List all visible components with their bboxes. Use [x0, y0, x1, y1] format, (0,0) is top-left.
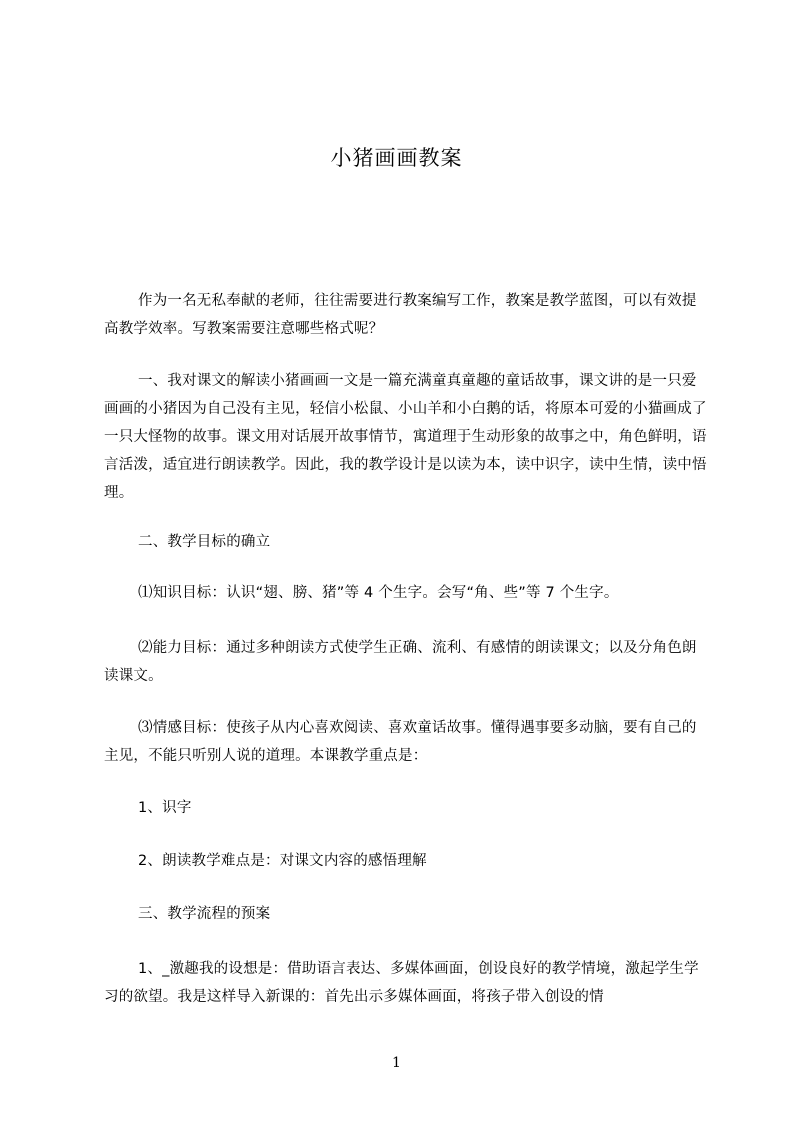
heading-section-3: 三、教学流程的预案: [138, 906, 271, 922]
paragraph-emotion-goal: ⑶情感目标：使孩子从内心喜欢阅读、喜欢童话故事。懂得遇事要多动脑，要有自己的主见，不能只听别人说的道理。本课教学重点是：: [104, 720, 697, 764]
paragraph-ability-goal: ⑵能力目标：通过多种朗读方式使学生正确、流利、有感情的朗读课文；以及分角色朗读课文。: [104, 640, 697, 684]
paragraph-knowledge-goal: ⑴知识目标：认识“翅、膀、猪”等 4 个生字。会写“角、些”等 7 个生字。: [138, 585, 619, 601]
page-number: 1: [392, 1055, 401, 1071]
document-title: 小猪画画教案: [330, 146, 463, 170]
paragraph-section-1: 一、我对课文的解读小猪画画一文是一篇充满童真童趣的童话故事，课文讲的是一只爱画画的小猪因为自己没有主见，轻信小松鼠、小山羊和小白鹅的话，将原本可爱的小猫画成了一只大怪物的故事。课文用对话展开故事情节，寓道理于生动形象的故事之中，角色鲜明，语言活泼，适宜进行朗读教学。因此，我的教学设计是以读为本，读中识字，读中生情，读中悟理。: [104, 373, 707, 501]
heading-section-2: 二、教学目标的确立: [138, 534, 271, 550]
paragraph-difficulty: 2、朗读教学难点是：对课文内容的感悟理解: [138, 853, 427, 869]
paragraph-flow-1: 1、_激趣我的设想是：借助语言表达、多媒体画面，创设良好的教学情境，激起学生学习的欲望。我是这样导入新课的：首先出示多媒体画面，将孩子带入创设的情: [104, 961, 699, 1005]
paragraph-key-point: 1、识字: [138, 800, 192, 816]
paragraph-intro: 作为一名无私奉献的老师，往往需要进行教案编写工作，教案是教学蓝图，可以有效提高教学效率。写教案需要注意哪些格式呢？: [104, 293, 697, 337]
